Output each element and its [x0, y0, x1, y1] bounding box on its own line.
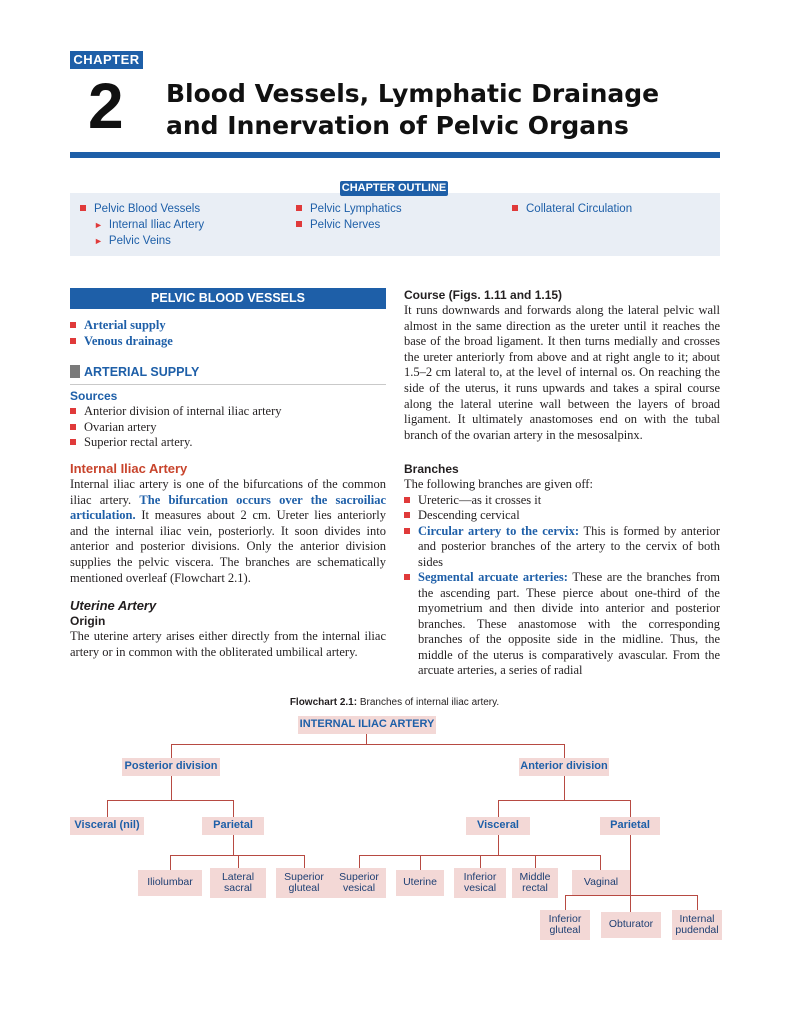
branches-heading: Branches: [404, 462, 459, 476]
connector-line: [420, 855, 421, 870]
list-item: Descending cervical: [404, 508, 720, 524]
list-item: Ureteric—as it crosses it: [404, 493, 720, 509]
node-obturator: Obturator: [601, 912, 661, 938]
sources-heading: Sources: [70, 389, 118, 403]
bullet-square-icon: [80, 205, 86, 211]
connector-line: [171, 744, 172, 758]
bullet-square-icon: [70, 322, 76, 328]
node-visceral-nil: Visceral (nil): [70, 817, 144, 835]
origin-paragraph: The uterine artery arises either directly from the internal iliac artery or in common with the obliterated umbilical artery.: [70, 629, 386, 659]
connector-line: [498, 800, 630, 801]
title-rule: [70, 152, 720, 158]
connector-line: [697, 895, 698, 910]
uterine-artery-heading: Uterine Artery: [70, 598, 157, 613]
connector-line: [170, 855, 304, 856]
connector-line: [233, 800, 234, 817]
connector-line: [630, 800, 631, 817]
bullet-square-icon: [70, 424, 76, 430]
branches-intro: The following branches are given off:: [404, 477, 593, 491]
connector-line: [535, 855, 536, 868]
bullet-square-icon: [404, 512, 410, 518]
connector-line: [564, 744, 565, 758]
bifurcation-link[interactable]: The bifurcation occurs over the sacroiliac articulation.: [70, 492, 386, 523]
node-visceral: Visceral: [466, 817, 530, 835]
course-heading: Course (Figs. 1.11 and 1.15): [404, 288, 563, 302]
outline-item[interactable]: Pelvic Blood Vessels: [80, 201, 204, 217]
chapter-title: [166, 78, 726, 142]
connector-line: [107, 800, 108, 817]
node-parietal-anterior: Parietal: [600, 817, 660, 835]
node-anterior-division: Anterior division: [519, 758, 609, 776]
connector-line: [480, 855, 481, 868]
outline-col1: [80, 201, 204, 249]
connector-line: [565, 895, 566, 910]
bullet-square-icon: [404, 497, 410, 503]
connector-line: [107, 800, 234, 801]
internal-iliac-paragraph: Internal iliac artery is one of the bifurcations of the common iliac artery. The bifurcation occurs over the sacroiliac articulation. It measures about 2 cm. Ureter lies anteriorly and the internal iliac vein, posteriorly. It soon divides into anterior and posterior divisions. Only the anterior division supplies the pelvic viscera. The branches are schematically mentioned overleaf (Flowchart 2.1).: [70, 477, 386, 585]
bullet-square-icon: [512, 205, 518, 211]
outline-col3: [512, 201, 632, 217]
chapter-title-line1: Blood Vessels, Lymphatic Drainage: [166, 79, 660, 108]
bullet-square-icon: [70, 439, 76, 445]
branches-list: [404, 477, 720, 679]
triangle-bullet-icon: ►: [94, 236, 103, 246]
connector-line: [170, 855, 171, 870]
outline-col2: [296, 201, 402, 233]
divider: [70, 384, 386, 385]
triangle-bullet-icon: ►: [94, 220, 103, 230]
connector-line: [238, 855, 239, 868]
bullet-square-icon: [296, 205, 302, 211]
node-middle-rectal: Middle rectal: [512, 868, 558, 898]
node-posterior-division: Posterior division: [122, 758, 220, 776]
bullet-square-icon: [404, 574, 410, 580]
list-item: Superior rectal artery.: [70, 435, 282, 451]
outline-item[interactable]: Pelvic Nerves: [296, 217, 402, 233]
list-item: Circular artery to the cervix: This is formed by anterior and posterior branches of the artery to the cervix of both sides: [404, 524, 720, 571]
subsection-heading: ARTERIAL SUPPLY: [70, 364, 199, 380]
section-heading: PELVIC BLOOD VESSELS: [70, 288, 386, 309]
connector-line: [565, 895, 697, 896]
list-item: Segmental arcuate arteries: These are the branches from the ascending part. These pierce about one-third of the myometrium and then divide into anterior and posterior branches. These anastomose with the corresponding branches of the opposite side in the midline. Thus, the middle of the uterus is comparatively avascular. From the arcuate arteries, a series of radial: [404, 570, 720, 679]
connector-line: [498, 835, 499, 855]
connector-line: [304, 855, 305, 868]
connector-line: [366, 734, 367, 744]
outline-subitem[interactable]: ► Pelvic Veins: [94, 235, 171, 247]
outline-item[interactable]: Pelvic Lymphatics: [296, 201, 402, 217]
connector-line: [359, 855, 360, 868]
outline-item[interactable]: Collateral Circulation: [512, 201, 632, 217]
node-superior-vesical: Superior vesical: [332, 868, 386, 898]
node-iliolumbar: Iliolumbar: [138, 870, 202, 896]
node-inferior-vesical: Inferior vesical: [454, 868, 506, 898]
connector-line: [233, 835, 234, 855]
connector-line: [630, 835, 631, 895]
node-inferior-gluteal: Inferior gluteal: [540, 910, 590, 940]
bullet-square-icon: [70, 338, 76, 344]
chapter-title-line2: and Innervation of Pelvic Organs: [166, 111, 629, 140]
origin-heading: Origin: [70, 614, 106, 628]
section-link[interactable]: Arterial supply: [70, 318, 173, 334]
node-internal-iliac-artery: INTERNAL ILIAC ARTERY: [298, 716, 436, 734]
flowchart-caption: Flowchart 2.1: Branches of internal iliac artery.: [289, 697, 500, 708]
internal-iliac-heading: Internal Iliac Artery: [70, 461, 188, 476]
node-uterine: Uterine: [396, 870, 444, 896]
node-superior-gluteal: Superior gluteal: [276, 868, 332, 898]
node-internal-pudendal: Internal pudendal: [672, 910, 722, 940]
connector-line: [600, 855, 601, 870]
course-paragraph: It runs downwards and forwards along the lateral pelvic wall almost in the same direction as the ureter until it reaches the base of the broad ligament. It then turns medially and crosses the ureter anteriorly from above and at right angle to it; about 1.5–2 cm lateral to, at the level of internal os. On reaching the side of the uterus, it runs upwards and takes a spiral course along the lateral uterine wall between the layers of broad ligament. It ultimately anastomoses end on with the tubal branch of the ovarian artery in the mesosalpinx.: [404, 303, 720, 442]
connector-line: [630, 895, 631, 912]
connector-line: [171, 744, 564, 745]
bullet-square-icon: [404, 528, 410, 534]
list-item: Anterior division of internal iliac artery: [70, 404, 282, 420]
section-links: [70, 318, 173, 349]
node-parietal-posterior: Parietal: [202, 817, 264, 835]
connector-line: [564, 776, 565, 800]
bullet-square-icon: [70, 408, 76, 414]
bullet-square-icon: [296, 221, 302, 227]
chapter-badge: CHAPTER: [70, 51, 143, 69]
sources-list: [70, 404, 282, 451]
list-item: Ovarian artery: [70, 420, 282, 436]
connector-line: [498, 800, 499, 817]
chapter-outline-label: CHAPTER OUTLINE: [341, 182, 447, 194]
node-vaginal: Vaginal: [572, 870, 630, 896]
connector-line: [171, 776, 172, 800]
section-link[interactable]: Venous drainage: [70, 334, 173, 350]
chapter-number: 2: [88, 70, 124, 142]
heading-bar-icon: [70, 365, 80, 378]
outline-subitem[interactable]: ► Internal Iliac Artery: [94, 219, 205, 231]
node-lateral-sacral: Lateral sacral: [210, 868, 266, 898]
